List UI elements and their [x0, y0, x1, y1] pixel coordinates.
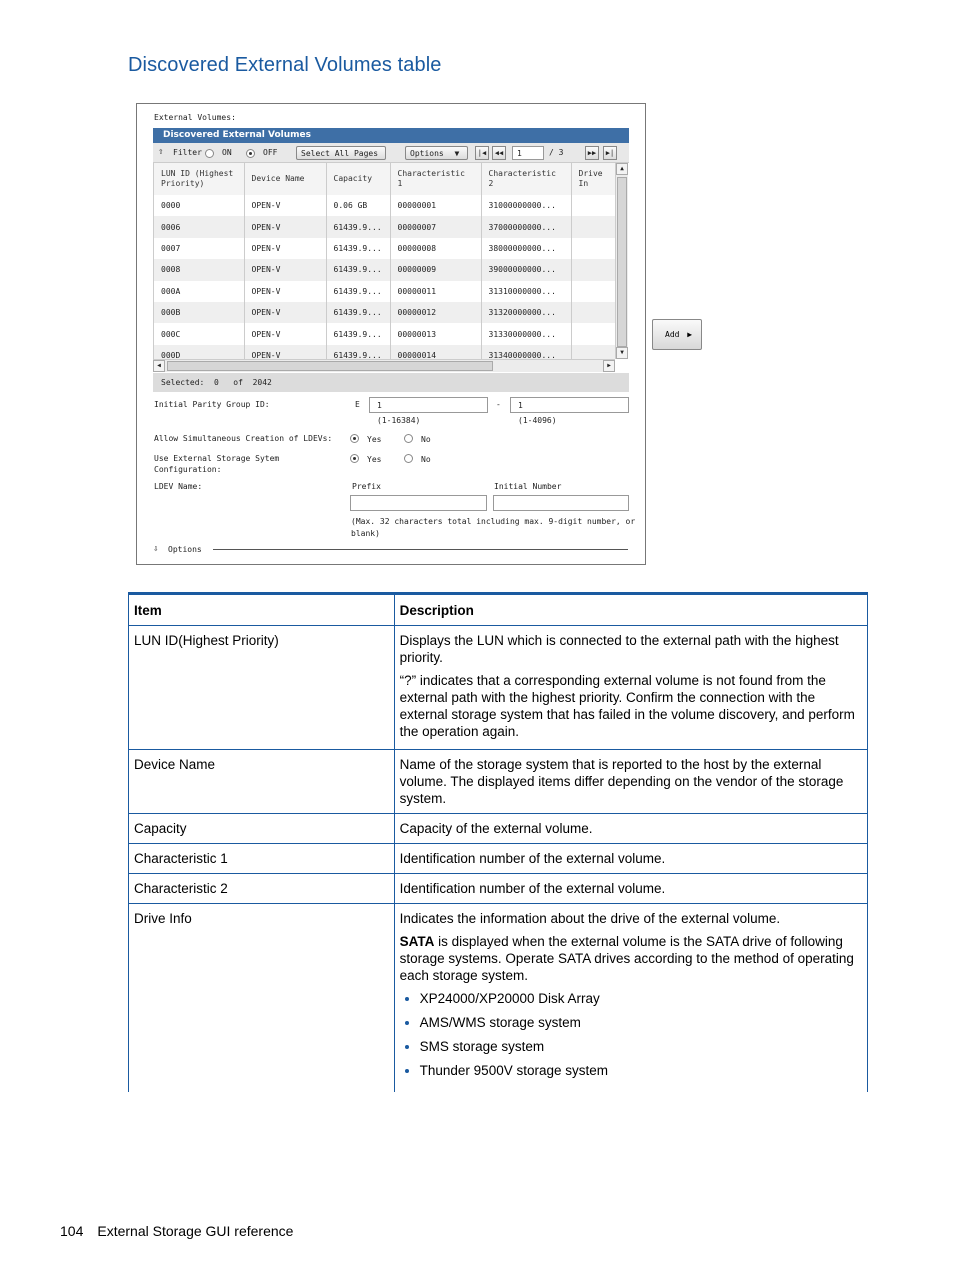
table-cell: 00000001: [390, 195, 481, 216]
options-divider: [213, 549, 628, 550]
table-cell: 31330000000...: [481, 323, 571, 344]
grid-vertical-scrollbar[interactable]: [615, 163, 628, 359]
table-cell: 0008: [154, 259, 244, 280]
table-cell: 00000013: [390, 323, 481, 344]
table-cell: 61439.9...: [326, 216, 390, 237]
use-external-config-no-radio[interactable]: [404, 454, 413, 463]
ldev-hint-line-1: (Max. 32 characters total including max. 9-digit number, or: [351, 517, 636, 526]
table-cell: OPEN-V: [244, 259, 326, 280]
row-description: [394, 904, 867, 1093]
filter-on-label: ON: [222, 148, 232, 157]
row-item: Device Name: [129, 750, 395, 814]
select-all-pages-button[interactable]: Select All Pages: [296, 146, 386, 160]
table-cell: 000B: [154, 302, 244, 323]
table-row[interactable]: [154, 259, 615, 280]
table-cell: [571, 302, 615, 323]
table-row: [129, 874, 868, 904]
column-drive-info[interactable]: Drive In: [571, 163, 615, 195]
last-page-icon[interactable]: ▶|: [603, 146, 617, 160]
table-cell: 000A: [154, 281, 244, 302]
description-text: [400, 933, 862, 984]
section-title: Discovered External Volumes table: [128, 54, 442, 76]
row-description: [394, 844, 867, 874]
filter-off-label: OFF: [263, 148, 278, 157]
row-description: [394, 750, 867, 814]
filter-label[interactable]: Filter: [173, 148, 202, 157]
table-row[interactable]: [154, 323, 615, 344]
table-cell: OPEN-V: [244, 195, 326, 216]
scroll-left-icon[interactable]: ◀: [153, 360, 165, 372]
table-cell: 61439.9...: [326, 238, 390, 259]
selection-status: [153, 373, 629, 392]
description-text: Identification number of the external volume.: [399, 851, 666, 866]
table-row: [129, 844, 868, 874]
use-external-config-yes-radio[interactable]: [350, 454, 359, 463]
grid-toolbar: [153, 143, 629, 163]
footer-text: External Storage GUI reference: [97, 1223, 294, 1239]
table-cell: [571, 323, 615, 344]
of-label: of: [233, 378, 243, 387]
list-item: SMS storage system: [420, 1038, 862, 1055]
total-pages: / 3: [549, 148, 564, 157]
page-number: 104: [60, 1223, 84, 1239]
row-description: [394, 874, 867, 904]
page-footer: [60, 1223, 293, 1239]
initial-parity-label: Initial Parity Group ID:: [154, 400, 270, 409]
chevron-down-icon: ▼: [454, 149, 460, 158]
ldev-initial-number-input[interactable]: [493, 495, 629, 511]
use-external-config-label-2: Configuration:: [154, 465, 222, 474]
allow-simultaneous-label: Allow Simultaneous Creation of LDEVs:: [154, 434, 333, 443]
row-item: Capacity: [129, 814, 395, 844]
table-cell: 00000012: [390, 302, 481, 323]
total-count: 2042: [252, 378, 272, 387]
table-cell: 0006: [154, 216, 244, 237]
arrow-right-icon: ▶: [687, 330, 693, 339]
table-row[interactable]: [154, 238, 615, 259]
table-cell: 000D: [154, 345, 244, 359]
parity-prefix: E: [355, 400, 360, 409]
table-cell: 000C: [154, 323, 244, 344]
scroll-right-icon[interactable]: ▶: [603, 360, 615, 372]
table-row[interactable]: [154, 345, 615, 359]
table-cell: [571, 195, 615, 216]
table-row: [129, 904, 868, 1093]
parity-dash: -: [496, 400, 501, 409]
table-cell: [571, 259, 615, 280]
add-button[interactable]: [652, 319, 702, 350]
description-text: Displays the LUN which is connected to the external path with the highest priority.: [399, 633, 839, 665]
parity-group-input-1[interactable]: 1: [369, 397, 488, 413]
allow-simultaneous-yes-label: Yes: [367, 435, 382, 444]
grid-header-row: [154, 163, 615, 195]
table-cell: 00000011: [390, 281, 481, 302]
table-cell: [571, 281, 615, 302]
table-cell: 61439.9...: [326, 259, 390, 280]
column-characteristic-1[interactable]: Characteristic 1: [390, 163, 481, 195]
options-section-label[interactable]: Options: [168, 545, 202, 554]
table-cell: OPEN-V: [244, 281, 326, 302]
sata-bold: SATA: [399, 934, 435, 949]
description-table: [128, 592, 868, 1092]
table-cell: 0.06 GB: [326, 195, 390, 216]
table-cell: 00000008: [390, 238, 481, 259]
table-cell: [571, 238, 615, 259]
selected-label: Selected:: [161, 378, 205, 387]
allow-simultaneous-yes-radio[interactable]: [350, 434, 359, 443]
column-device-name[interactable]: Device Name: [244, 163, 326, 195]
table-row[interactable]: [154, 195, 615, 216]
table-cell: 31310000000...: [481, 281, 571, 302]
table-cell: 00000014: [390, 345, 481, 359]
list-item: XP24000/XP20000 Disk Array: [420, 990, 862, 1007]
table-cell: 31000000000...: [481, 195, 571, 216]
description-text: Identification number of the external volume.: [399, 881, 666, 896]
table-cell: OPEN-V: [244, 345, 326, 359]
scroll-down-icon[interactable]: ▼: [616, 347, 628, 359]
table-row: [129, 626, 868, 750]
table-cell: 0000: [154, 195, 244, 216]
prefix-label: Prefix: [352, 482, 381, 491]
row-item: Drive Info: [129, 904, 395, 1093]
table-cell: OPEN-V: [244, 238, 326, 259]
table-header-row: [129, 594, 868, 626]
initial-number-label: Initial Number: [494, 482, 562, 491]
storage-system-list: [400, 990, 862, 1079]
first-page-icon[interactable]: |◀: [475, 146, 489, 160]
use-external-config-label-1: Use External Storage Sytem: [154, 454, 280, 463]
row-item: Characteristic 2: [129, 874, 395, 904]
description-text: “?” indicates that a corresponding external volume is not found from the external path with the highest priority. Confirm the connection with the external storage system that has failed in the volume discovery, and perform the operation again.: [399, 673, 855, 739]
table-row[interactable]: [154, 302, 615, 323]
description-text: Name of the storage system that is reported to the host by the external volume. The displayed items differ depending on the vendor of the storage system.: [399, 757, 844, 806]
vertical-scroll-thumb[interactable]: [617, 177, 627, 347]
table-cell: 31320000000...: [481, 302, 571, 323]
description-text: Indicates the information about the drive of the external volume.: [399, 911, 781, 926]
table-cell: 61439.9...: [326, 302, 390, 323]
grid-title: Discovered External Volumes: [153, 128, 629, 143]
table-cell: 00000007: [390, 216, 481, 237]
row-item: LUN ID(Highest Priority): [129, 626, 395, 750]
header-item: Item: [129, 594, 395, 626]
options-expand-icon[interactable]: ⇩: [153, 544, 159, 554]
table-row: [129, 814, 868, 844]
table-cell: 61439.9...: [326, 345, 390, 359]
external-volumes-label: External Volumes:: [154, 113, 236, 122]
options-dropdown[interactable]: [405, 146, 468, 160]
table-cell: [571, 216, 615, 237]
options-dropdown-label: Options: [410, 149, 444, 158]
table-cell: 61439.9...: [326, 281, 390, 302]
column-capacity[interactable]: Capacity: [326, 163, 390, 195]
allow-simultaneous-no-radio[interactable]: [404, 434, 413, 443]
row-item: Characteristic 1: [129, 844, 395, 874]
list-item: Thunder 9500V storage system: [420, 1062, 862, 1079]
ldev-prefix-input[interactable]: [350, 495, 487, 511]
table-row: [129, 750, 868, 814]
parity-group-input-2[interactable]: 1: [510, 397, 629, 413]
selected-count: 0: [214, 378, 219, 387]
table-cell: OPEN-V: [244, 216, 326, 237]
use-external-config-no-label: No: [421, 455, 431, 464]
filter-off-radio[interactable]: [246, 149, 255, 158]
column-lun-id[interactable]: LUN ID (Highest Priority): [154, 163, 244, 195]
row-description: [394, 814, 867, 844]
table-cell: OPEN-V: [244, 323, 326, 344]
next-page-icon[interactable]: ▶▶: [585, 146, 599, 160]
add-button-label: Add: [665, 330, 680, 339]
previous-page-icon[interactable]: ◀◀: [492, 146, 506, 160]
table-cell: 31340000000...: [481, 345, 571, 359]
filter-on-radio[interactable]: [205, 149, 214, 158]
horizontal-scroll-thumb[interactable]: [167, 361, 493, 371]
table-cell: OPEN-V: [244, 302, 326, 323]
description-text: Capacity of the external volume.: [399, 821, 593, 836]
grid-horizontal-scrollbar[interactable]: [153, 359, 615, 372]
discovered-volumes-panel: [136, 103, 646, 565]
list-item: AMS/WMS storage system: [420, 1014, 862, 1031]
scroll-up-icon[interactable]: ▲: [616, 163, 628, 175]
table-cell: 0007: [154, 238, 244, 259]
use-external-config-yes-label: Yes: [367, 455, 382, 464]
table-cell: 00000009: [390, 259, 481, 280]
ldev-name-label: LDEV Name:: [154, 482, 203, 491]
filter-collapse-icon[interactable]: ⇧: [158, 147, 164, 157]
table-row[interactable]: [154, 281, 615, 302]
allow-simultaneous-no-label: No: [421, 435, 431, 444]
table-cell: 37000000000...: [481, 216, 571, 237]
row-description: [394, 626, 867, 750]
page-number-input[interactable]: 1: [512, 146, 544, 160]
volumes-grid: [153, 163, 615, 359]
table-cell: 38000000000...: [481, 238, 571, 259]
table-cell: 39000000000...: [481, 259, 571, 280]
column-characteristic-2[interactable]: Characteristic 2: [481, 163, 571, 195]
parity-range-1: (1-16384): [377, 416, 421, 425]
ldev-hint-line-2: blank): [351, 529, 380, 538]
sata-text: is displayed when the external volume is the SATA drive of following storage systems. Operate SATA drives according to the method of operating each storage system.: [399, 934, 854, 983]
table-row[interactable]: [154, 216, 615, 237]
header-description: Description: [394, 594, 867, 626]
parity-range-2: (1-4096): [518, 416, 557, 425]
table-cell: [571, 345, 615, 359]
table-cell: 61439.9...: [326, 323, 390, 344]
